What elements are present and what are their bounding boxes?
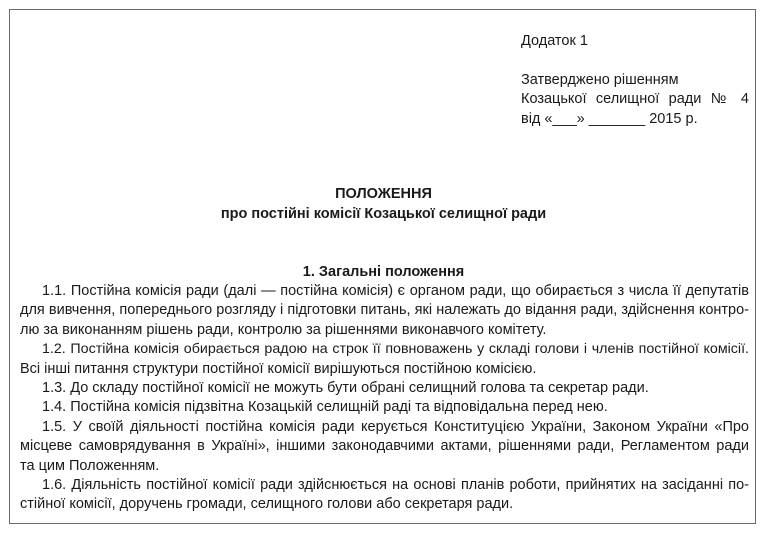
paragraph-line: 1.6. Діяльність постійної комісії ради здійснюється на основі планів роботи, прийнятих на засіданні по- (42, 477, 749, 494)
paragraph-line: лю за виконанням рішень ради, контролю за рішеннями виконавчого комітету. (20, 321, 547, 338)
approval-line: Козацької селищної ради № 4 (521, 91, 749, 107)
paragraph-line: для вивчення, попереднього розгляду і підготовки питань, які належать до відання ради, здійснення контро- (20, 302, 749, 319)
appendix-label: Додаток 1 (521, 33, 588, 49)
section-title: 1. Загальні положення (302, 264, 465, 280)
paragraph-line: 1.1. Постійна комісія ради (далі — постійна комісія) є органом ради, що обирається з числа її депутатів (42, 283, 749, 299)
paragraph-line: стійної комісії, доручень громади, селищного голови або секретаря ради. (20, 496, 514, 513)
paragraph-line: 1.5. У своїй діяльності постійна комісія ради керується Конституцією України, Законом України «Про (42, 418, 749, 435)
document-subtitle: про постійні комісії Козацької селищної ради (220, 206, 547, 222)
approval-line: Затверджено рішенням (521, 71, 679, 88)
document-title: ПОЛОЖЕННЯ (335, 186, 432, 202)
paragraph-line: 1.2. Постійна комісія обирається радою на строк її повноважень у складі голови і членів постійної комісії. (42, 341, 749, 358)
appendix-block (521, 32, 749, 129)
paragraph-line: та цим Положенням. (20, 457, 160, 474)
paragraph-line: 1.4. Постійна комісія підзвітна Козацькій селищній раді та відповідальна перед нею. (42, 399, 608, 416)
paragraph-line: місцеве самоврядування в Україні», іншими законодавчими актами, рішеннями ради, Регламентом ради (20, 438, 749, 455)
approval-line: від «___» _______ 2015 р. (521, 110, 698, 127)
paragraph-line: 1.3. До складу постійної комісії не можуть бути обрані селищний голова та секретар ради. (42, 380, 649, 397)
paragraph-line: Всі інші питання структури постійної комісії вирішуються постійною комісією. (20, 360, 537, 377)
document-body (20, 282, 749, 515)
